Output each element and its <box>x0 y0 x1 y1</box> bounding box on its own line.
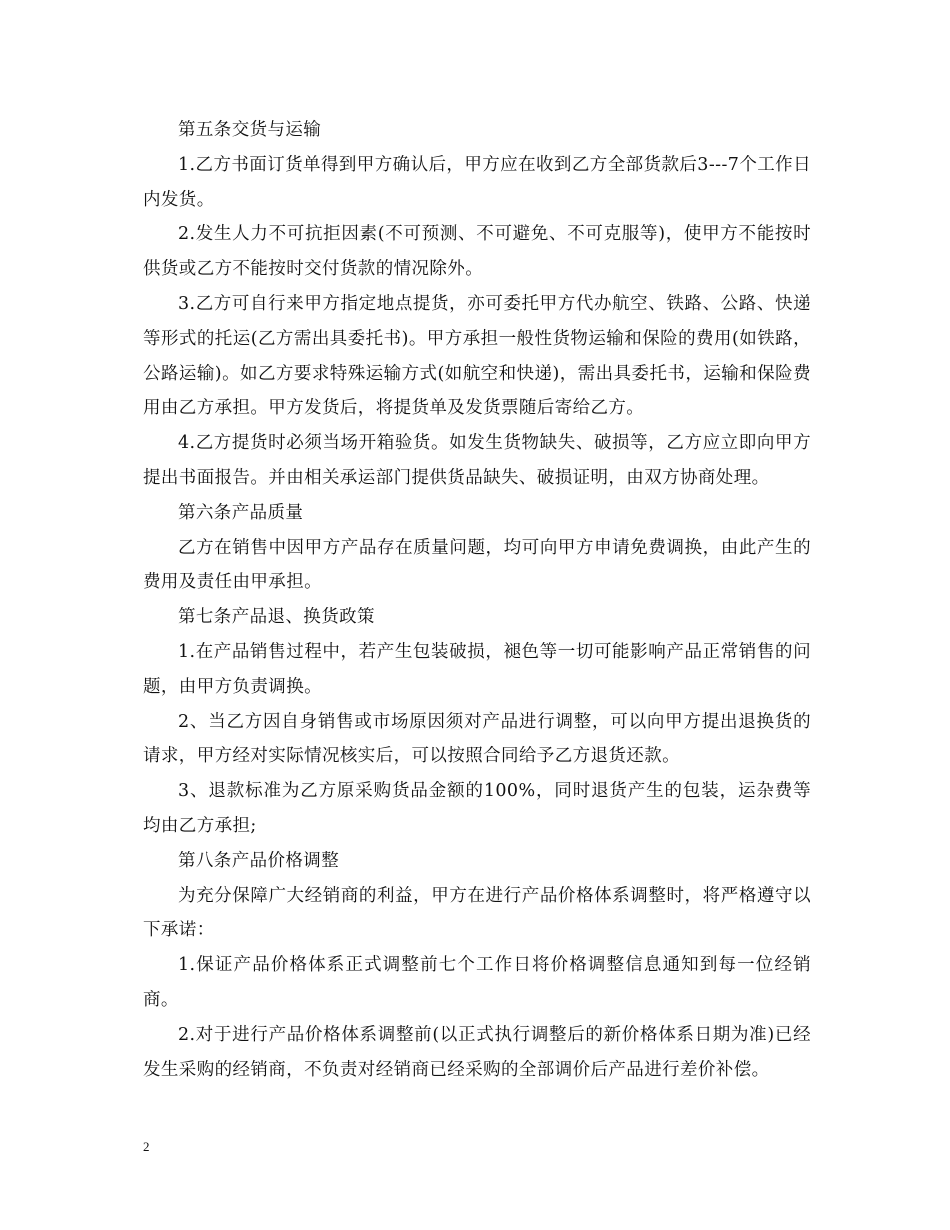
paragraph-5-1: 1.乙方书面订货单得到甲方确认后，甲方应在收到乙方全部货款后3---7个工作日内发货。 <box>143 154 811 210</box>
paragraph-7-1: 1.在产品销售过程中，若产生包装破损，褪色等一切可能影响产品正常销售的问题，由甲方负责调换。 <box>143 641 811 697</box>
paragraph-6-1: 乙方在销售中因甲方产品存在质量问题，均可向甲方申请免费调换，由此产生的费用及责任由甲承担。 <box>143 537 811 593</box>
paragraph-8-1: 1.保证产品价格体系正式调整前七个工作日将价格调整信息通知到每一位经销商。 <box>143 955 811 1010</box>
section-heading-8: 第八条产品价格调整 <box>178 850 340 871</box>
paragraph-8-intro: 为充分保障广大经销商的利益，甲方在进行产品价格体系调整时，将严格遵守以下承诺： <box>143 885 811 941</box>
paragraph-7-2: 2、当乙方因自身销售或市场原因须对产品进行调整，可以向甲方提出退换货的请求，甲方经对实际情况核实后，可以按照合同给予乙方退货还款。 <box>143 711 811 767</box>
paragraph-5-3: 3.乙方可自行来甲方指定地点提货，亦可委托甲方代办航空、铁路、公路、快递等形式的托运(乙方需出具委托书)。甲方承担一般性货物运输和保险的费用(如铁路，公路运输)。如乙方要求特殊运输方式(如航空和快递)，需出具委托书，运输和保险费用由乙方承担。甲方发货后，将提货单及发货票随后寄给乙方。 <box>143 293 811 419</box>
paragraph-7-3: 3、退款标准为乙方原采购货品金额的100%，同时退货产生的包装，运杂费等均由乙方承担; <box>143 781 811 836</box>
page-number: 2 <box>143 1139 150 1154</box>
section-heading-6: 第六条产品质量 <box>178 502 304 523</box>
paragraph-5-2: 2.发生人力不可抗拒因素(不可预测、不可避免、不可克服等)，使甲方不能按时供货或乙方不能按时交付货款的情况除外。 <box>143 224 811 280</box>
paragraph-8-2: 2.对于进行产品价格体系调整前(以正式执行调整后的新价格体系日期为准)已经发生采购的经销商，不负责对经销商已经采购的全部调价后产品进行差价补偿。 <box>143 1024 811 1080</box>
section-heading-7: 第七条产品退、换货政策 <box>178 607 375 628</box>
document-body <box>143 113 811 1087</box>
section-heading-5: 第五条交货与运输 <box>178 120 322 140</box>
paragraph-5-4: 4.乙方提货时必须当场开箱验货。如发生货物缺失、破损等，乙方应立即向甲方提出书面报告。并由相关承运部门提供货品缺失、破损证明，由双方协商处理。 <box>143 433 811 488</box>
